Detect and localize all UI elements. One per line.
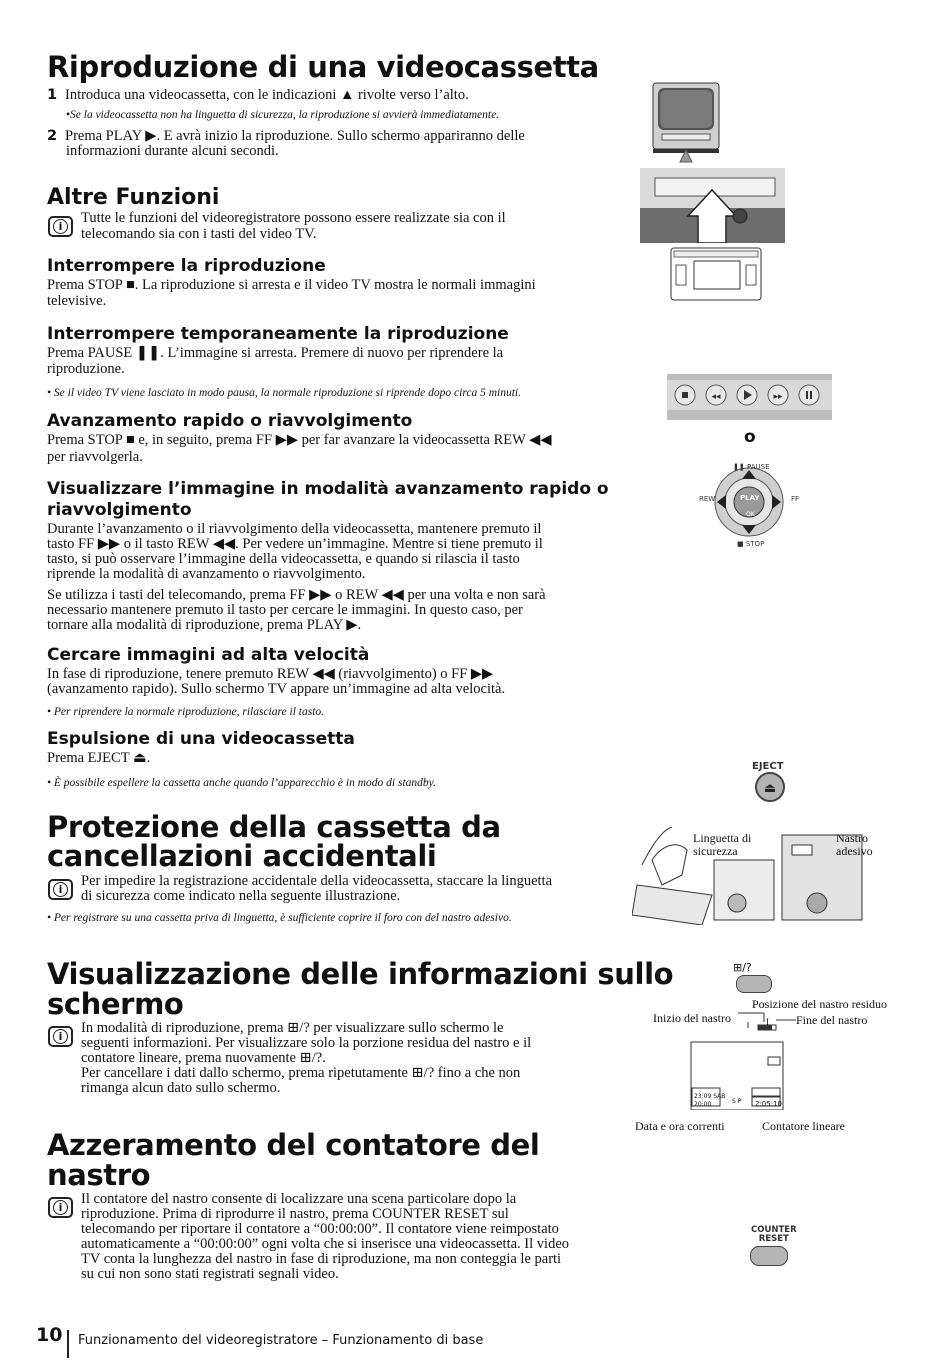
info-text-b: seguenti informazioni. Per visualizzare solo la porzione residua del nastro e il: [81, 1035, 532, 1051]
avanzamento-text-b: per riavvolgerla.: [47, 449, 143, 465]
info-text-c: contatore lineare, prema nuovamente ⊞/?.: [81, 1050, 326, 1066]
nastro-label-b: adesivo: [836, 844, 873, 858]
cercare-text-b: (avanzamento rapido). Sullo schermo TV appare un’immagine ad alta velocità.: [47, 681, 506, 697]
info-icon: i: [48, 1026, 73, 1047]
osd-i-mark: I: [766, 1017, 769, 1027]
remote-dpad-illustration: [697, 460, 807, 548]
protezione-text-a: Per impedire la registrazione accidentale della videocassetta, staccare la linguetta: [81, 873, 553, 889]
front-panel-buttons: [667, 374, 832, 420]
azzeramento-text-c: telecomando per riportare il contatore a “00:00:00”. Il contatore viene reimpostato: [81, 1221, 559, 1237]
avanzamento-text-a: Prema STOP ■ e, in seguito, prema FF ▶▶ per far avanzare la videocassetta REW ◀◀: [47, 432, 552, 448]
linguetta-label-b: sicurezza: [693, 844, 738, 858]
info-icon: i: [48, 216, 73, 237]
section-title-altre-funzioni: Altre Funzioni: [47, 185, 220, 210]
section-title-protezione-b: cancellazioni accidentali: [47, 839, 437, 873]
counter-reset-button-icon: [750, 1246, 788, 1266]
cercare-note: • Per riprendere la normale riproduzione, rilasciare il tasto.: [47, 706, 325, 718]
step-1-text: Introduca una videocassetta, con le indicazioni ▲ rivolte verso l’alto.: [65, 87, 469, 103]
step-2-number: 2: [47, 128, 58, 144]
pause-label: ❚❚ PAUSE: [733, 463, 770, 471]
step-2: [47, 129, 525, 144]
page-number: 10: [36, 1324, 63, 1346]
step-1: [47, 88, 469, 103]
visualizzare-p2-b: necessario mantenere premuto il tasto per cercare le immagini. In questo caso, per: [47, 602, 523, 618]
stop-label: ■ STOP: [737, 540, 765, 548]
interrompere-text-a: Prema STOP ■. La riproduzione si arresta e il video TV mostra le normali immagini: [47, 277, 536, 293]
section-title-riproduzione: Riproduzione di una videocassetta: [47, 50, 599, 84]
contatore-label: Contatore lineare: [762, 1119, 845, 1133]
espulsione-note: • È possibile espellere la cassetta anche quando l’apparecchio è in modo di standby.: [47, 777, 436, 789]
step-1-note: •Se la videocassetta non ha linguetta di sicurezza, la riproduzione si avvierà immediatamente.: [66, 109, 500, 121]
fine-label: Fine del nastro: [796, 1013, 868, 1027]
visualizzare-p2-c: tornare alla modalità di riproduzione, prema PLAY ▶.: [47, 617, 362, 633]
protezione-text-b: di sicurezza come indicato nella seguente illustrazione.: [81, 888, 401, 904]
counter-reset-label: [751, 1226, 797, 1244]
ok-label: OK: [746, 511, 755, 518]
visualizzare-p1-c: tasto, si può osservare l’immagine della videocassetta, e quando si rilascia il tasto: [47, 551, 520, 567]
visualizzare-p1-d: riprende la modalità di avanzamento o riavvolgimento.: [47, 566, 366, 582]
visualizzare-p2-a: Se utilizza i tasti del telecomando, prema FF ▶▶ o REW ◀◀ per una volta e non sarà: [47, 587, 546, 603]
play-label: PLAY: [740, 494, 760, 502]
counter-reset-label-b: RESET: [758, 1234, 789, 1244]
pausa-note: • Se il video TV viene lasciato in modo pausa, la normale riproduzione si riprende dopo circa 5 minuti.: [47, 387, 521, 399]
info-text-d: Per cancellare i dati dallo schermo, prema ripetutamente ⊞/? fino a che non: [81, 1065, 521, 1081]
subtitle-pausa: Interrompere temporaneamente la riproduzione: [47, 324, 509, 344]
subtitle-espulsione: Espulsione di una videocassetta: [47, 729, 355, 749]
subtitle-interrompere: Interrompere la riproduzione: [47, 256, 326, 276]
subtitle-avanzamento: Avanzamento rapido o riavvolgimento: [47, 411, 413, 431]
footer-text: Funzionamento del videoregistratore – Funzionamento di base: [78, 1333, 484, 1348]
nastro-label-a: Nastro: [836, 831, 868, 845]
section-title-info-b: schermo: [47, 987, 184, 1021]
step-2-text-b: informazioni durante alcuni secondi.: [66, 143, 279, 159]
or-label: o: [744, 427, 756, 447]
pausa-text-b: riproduzione.: [47, 361, 125, 377]
info-button-icon: [736, 975, 772, 993]
step-1-number: 1: [47, 87, 58, 103]
info-icon: i: [48, 1197, 73, 1218]
pausa-text-a: Prema PAUSE ❚❚. L’immagine si arresta. Premere di nuovo per riprendere la: [47, 345, 504, 361]
step-2-text-a: Prema PLAY ▶. E avrà inizio la riproduzione. Sullo schermo appariranno delle: [65, 128, 525, 144]
azzeramento-text-e: TV conta la lunghezza del nastro in fase di riproduzione, ma non conteggia le parti: [81, 1251, 562, 1267]
rew-label: REW: [699, 495, 716, 503]
cercare-text-a: In fase di riproduzione, tenere premuto REW ◀◀ (riavvolgimento) o FF ▶▶: [47, 666, 494, 682]
section-title-info-a: Visualizzazione delle informazioni sullo: [47, 957, 674, 991]
data-ora-label: Data e ora correnti: [635, 1119, 725, 1133]
subtitle-visualizzare-a: Visualizzare l’immagine in modalità avanzamento rapido o: [47, 479, 609, 499]
videocassette-illustration: [670, 247, 762, 302]
tv-illustration: [652, 82, 722, 164]
eject-button-icon: ⏏: [755, 772, 785, 802]
osd-counter: 2:05:10: [755, 1100, 782, 1108]
osd-time: 23:09 SAB: [694, 1093, 726, 1100]
interrompere-text-b: televisive.: [47, 293, 107, 309]
footer-divider: [67, 1330, 69, 1358]
inizio-label: Inizio del nastro: [653, 1011, 731, 1025]
info-icon: i: [48, 879, 73, 900]
info-text-a: In modalità di riproduzione, prema ⊞/? per visualizzare sullo schermo le: [81, 1020, 504, 1036]
section-title-protezione-a: Protezione della cassetta da: [47, 810, 501, 844]
azzeramento-text-d: automaticamente a “00:00:00” ogni volta che si inserisce una videocassetta. Il video: [81, 1236, 570, 1252]
altre-intro-b: telecomando sia con i tasti del video TV.: [81, 226, 317, 242]
svg-text:◂◂: ◂◂: [711, 392, 721, 402]
counter-reset-label-a: COUNTER: [751, 1225, 797, 1235]
info-button-symbol: ⊞/?: [733, 961, 752, 974]
visualizzare-p1-a: Durante l’avanzamento o il riavvolgimento della videocassetta, mantenere premuto il: [47, 521, 542, 537]
eject-label: EJECT: [752, 761, 784, 772]
info-text-e: rimanga alcun dato sullo schermo.: [81, 1080, 281, 1096]
section-title-azzeramento-a: Azzeramento del contatore del: [47, 1128, 540, 1162]
ff-label: FF: [791, 495, 800, 503]
protezione-note: • Per registrare su una cassetta priva di linguetta, è sufficiente coprire il foro con del nastro adesivo.: [47, 912, 512, 924]
svg-text:▸▸: ▸▸: [773, 392, 783, 402]
subtitle-cercare: Cercare immagini ad alta velocità: [47, 645, 370, 665]
linguetta-label-a: Linguetta di: [693, 831, 752, 845]
altre-intro-a: Tutte le funzioni del videoregistratore possono essere realizzate sia con il: [81, 210, 506, 226]
osd-speed: S P: [732, 1098, 742, 1105]
azzeramento-text-a: Il contatore del nastro consente di localizzare una scena particolare dopo la: [81, 1191, 517, 1207]
azzeramento-text-b: riproduzione. Prima di riprodurre il nastro, prema COUNTER RESET sul: [81, 1206, 509, 1222]
espulsione-text: Prema EJECT ⏏.: [47, 750, 151, 766]
osd-date: 20:00: [694, 1101, 712, 1108]
section-title-azzeramento-b: nastro: [47, 1158, 151, 1192]
visualizzare-p1-b: tasto FF ▶▶ o il tasto REW ◀◀. Per vedere un’immagine. Mentre si tiene premuto il: [47, 536, 543, 552]
azzeramento-text-f: su cui non sono stati registrati segnali video.: [81, 1266, 339, 1282]
cassette-slot-illustration: [640, 168, 785, 243]
subtitle-visualizzare-b: riavvolgimento: [47, 500, 192, 520]
posizione-label: Posizione del nastro residuo: [752, 997, 887, 1011]
